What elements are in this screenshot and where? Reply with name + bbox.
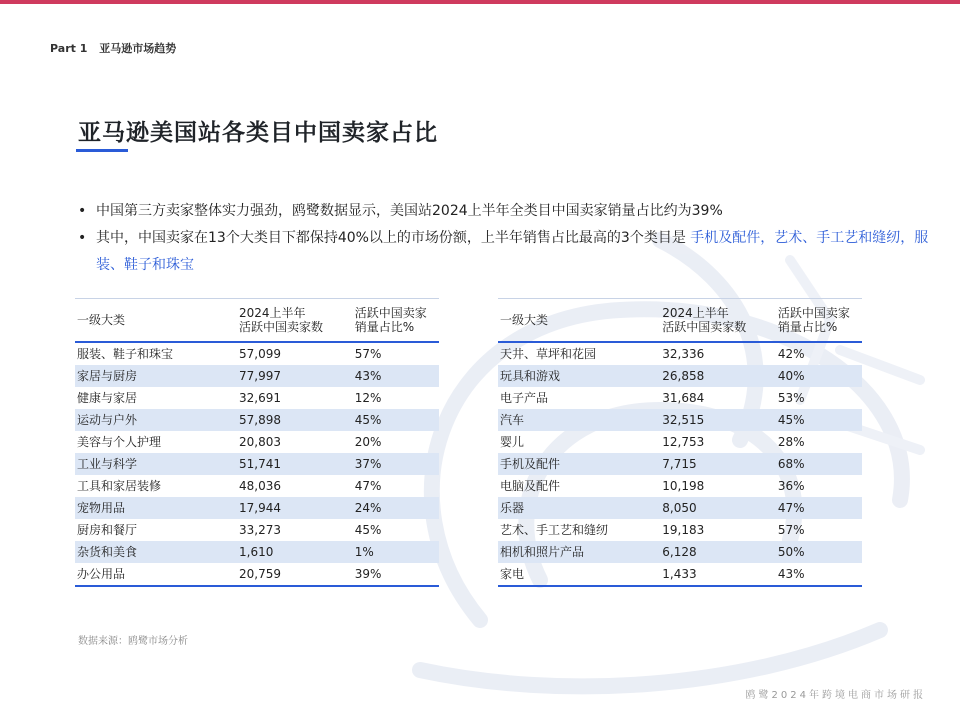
part-label: Part 1 [50,42,88,55]
seller-count-cell: 12,753 [662,435,705,449]
sales-share-cell: 1% [353,541,439,563]
table-row [498,541,862,563]
seller-count-cell: 19,183 [662,523,705,537]
table-row [75,431,439,453]
seller-count-cell: 10,198 [662,479,705,493]
table-row [75,409,439,431]
table-header-row [498,299,862,343]
bullet-item-2 [78,225,938,279]
category-cell: 服装、鞋子和珠宝 [77,347,174,361]
seller-count-cell: 57,898 [237,409,353,431]
column-header: 2024上半年 活跃中国卖家数 [660,299,776,343]
seller-count-cell: 8,050 [660,497,776,519]
sales-share-cell: 39% [353,563,439,586]
category-cell: 汽车 [498,409,660,431]
sales-share-cell: 47% [354,479,382,493]
bullet-list [78,198,938,279]
category-table-left [75,298,439,587]
table-row [498,409,862,431]
category-cell: 婴儿 [500,435,525,449]
sales-share-cell: 43% [353,365,439,387]
category-cell: 手机及配件 [498,453,660,475]
page-title: 亚马逊美国站各类目中国卖家占比 [78,120,438,146]
sales-share-cell: 45% [354,523,382,537]
category-cell: 相机和照片产品 [498,541,660,563]
section-header [50,40,176,56]
sales-share-cell: 20% [354,435,382,449]
table-row [498,497,862,519]
table-row [498,342,862,365]
table-row [75,497,439,519]
category-cell: 宠物用品 [75,497,237,519]
seller-count-cell: 20,803 [239,435,281,449]
bullet-dot-icon: • [78,203,87,219]
seller-count-cell: 17,944 [237,497,353,519]
category-cell: 工业与科学 [75,453,237,475]
sales-share-cell: 24% [353,497,439,519]
sales-share-cell: 43% [776,563,862,586]
seller-count-cell: 57,099 [239,347,281,361]
table-row [75,342,439,365]
seller-count-cell: 48,036 [239,479,281,493]
category-cell: 家居与厨房 [75,365,237,387]
seller-count-cell: 31,684 [662,391,705,405]
seller-count-cell: 26,858 [660,365,776,387]
seller-count-cell: 1,610 [237,541,353,563]
bullet-text-1: 中国第三方卖家整体实力强劲，鸥鹭数据显示，美国站2024上半年全类目中国卖家销量占比约为39% [96,203,723,219]
section-title: 亚马逊市场趋势 [99,42,177,55]
table-row [75,541,439,563]
seller-count-cell: 51,741 [237,453,353,475]
sales-share-cell: 57% [354,347,382,361]
sales-share-cell: 45% [353,409,439,431]
sales-share-cell: 68% [776,453,862,475]
table-row [498,475,862,497]
category-cell: 美容与个人护理 [77,435,162,449]
seller-count-cell: 7,715 [660,453,776,475]
table-row [498,365,862,387]
category-cell: 运动与户外 [75,409,237,431]
category-cell: 电脑及配件 [500,479,561,493]
sales-share-cell: 40% [776,365,862,387]
seller-count-cell: 32,336 [662,347,705,361]
column-header: 一级大类 [498,299,660,343]
sales-share-cell: 42% [777,347,805,361]
category-cell: 家电 [498,563,660,586]
column-header: 活跃中国卖家 销量占比% [776,299,862,343]
sales-share-cell: 50% [776,541,862,563]
bullet-highlight: 手机及配件，艺术、手工艺和缝纫，服装、鞋子和珠宝 [96,230,929,273]
category-cell: 厨房和餐厅 [77,523,138,537]
table-header-row [75,299,439,343]
category-cell: 办公用品 [75,563,237,586]
seller-count-cell: 32,691 [239,391,281,405]
category-cell: 乐器 [498,497,660,519]
table-row [75,519,439,541]
top-accent-bar [0,0,960,4]
table-row [75,365,439,387]
seller-count-cell: 1,433 [660,563,776,586]
sales-share-cell: 12% [354,391,382,405]
category-table-right [498,298,862,587]
category-cell: 杂货和美食 [75,541,237,563]
column-header: 一级大类 [75,299,237,343]
table-row [75,475,439,497]
seller-count-cell: 20,759 [237,563,353,586]
table-row [75,563,439,586]
sales-share-cell: 45% [776,409,862,431]
category-cell: 艺术、手工艺和缝纫 [500,523,609,537]
table-row [498,563,862,586]
column-header: 活跃中国卖家 销量占比% [353,299,439,343]
table-row [498,431,862,453]
category-cell: 天井、草坪和花园 [500,347,597,361]
sales-share-cell: 36% [777,479,805,493]
bullet-dot-icon: • [78,230,87,246]
bullet-text-2: 其中，中国卖家在13个大类目下都保持40%以上的市场份额，上半年销售占比最高的3个类目是 [96,230,691,246]
column-header: 2024上半年 活跃中国卖家数 [237,299,353,343]
table-row [498,387,862,409]
table-row [75,387,439,409]
table-row [498,519,862,541]
table-row [75,453,439,475]
footer-report-title: 鸥鹭2024年跨境电商市场研报 [745,690,926,701]
category-cell: 工具和家居装修 [77,479,162,493]
sales-share-cell: 53% [777,391,805,405]
data-source-note: 数据来源：鸥鹭市场分析 [78,636,188,647]
sales-share-cell: 57% [777,523,805,537]
seller-count-cell: 33,273 [239,523,281,537]
category-cell: 健康与家居 [77,391,138,405]
bullet-item-1 [78,198,938,225]
category-cell: 电子产品 [500,391,549,405]
title-underline [76,149,128,152]
sales-share-cell: 28% [777,435,805,449]
table-row [498,453,862,475]
category-cell: 玩具和游戏 [498,365,660,387]
seller-count-cell: 77,997 [237,365,353,387]
seller-count-cell: 6,128 [660,541,776,563]
sales-share-cell: 37% [353,453,439,475]
sales-share-cell: 47% [776,497,862,519]
seller-count-cell: 32,515 [660,409,776,431]
